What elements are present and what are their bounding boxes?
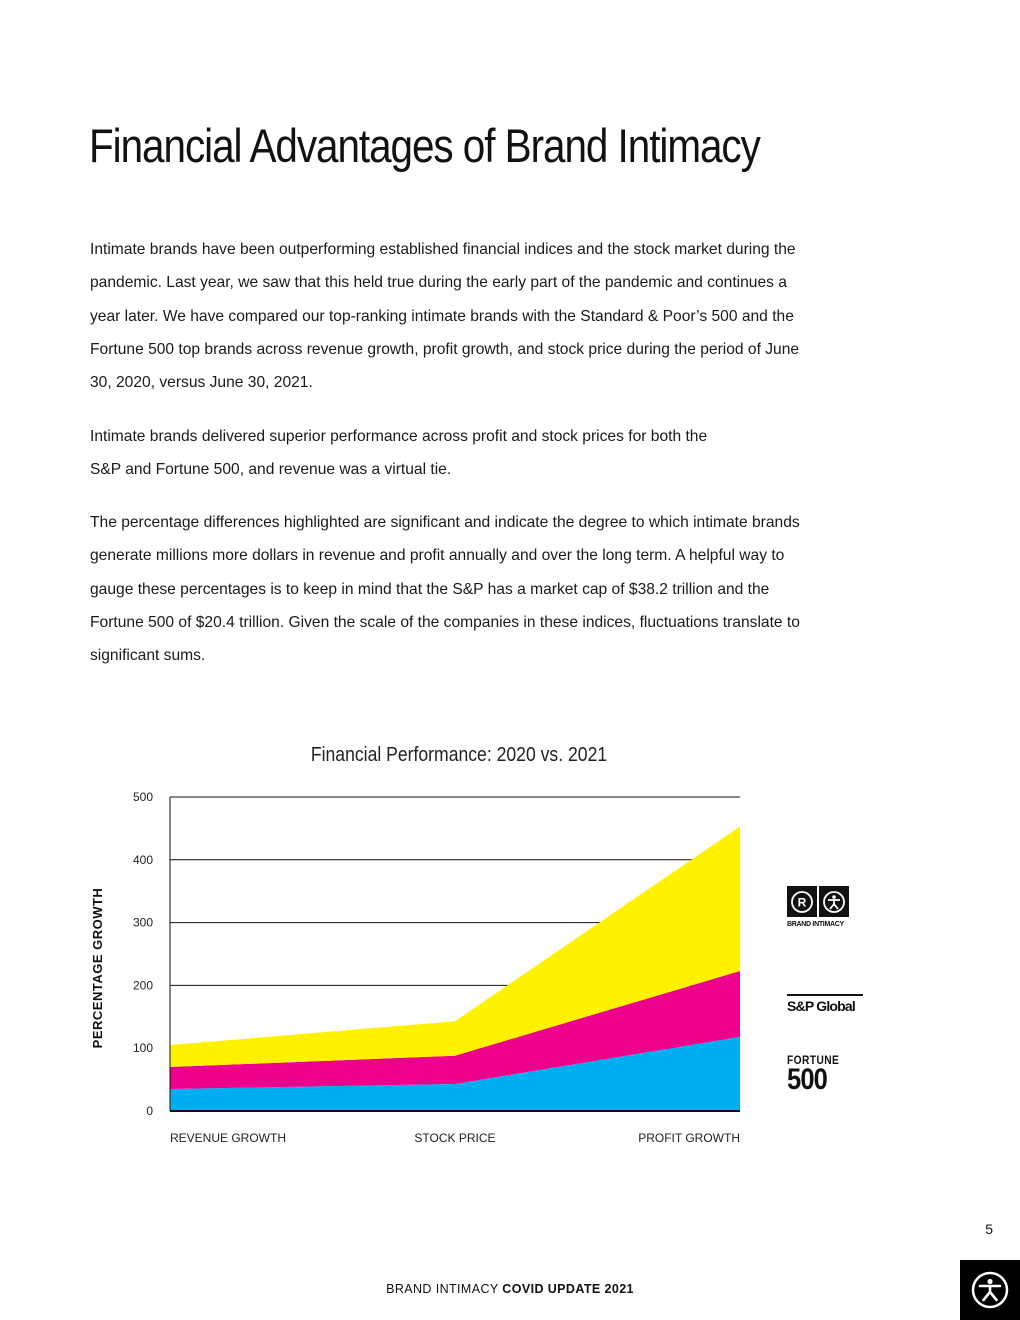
registered-mark-icon (787, 886, 817, 917)
x-category-label: STOCK PRICE (414, 1131, 496, 1145)
footer (0, 1282, 1020, 1296)
summary-paragraph: Intimate brands delivered superior performance across profit and stock prices for both the S&P and Fortune 500, and revenue was a virtual tie. (90, 428, 708, 479)
footer-edition: COVID UPDATE 2021 (502, 1282, 634, 1296)
svg-text:R: R (797, 895, 807, 909)
accessibility-button[interactable] (960, 1260, 1020, 1320)
fortune-number: 500 (787, 1063, 828, 1096)
chart-title: Financial Performance: 2020 vs. 2021 (310, 742, 608, 766)
context-paragraph: The percentage differences highlighted are significant and indicate the degree to which intimate brands generate millions more dollars in revenue and profit annually and over the long term. A helpful way to gauge these percentages is to keep in mind that the S&P has a market cap of $38.2 trillion and the Fortune 500 of $20.4 trillion. Given the scale of the companies in these indices, fluctuations translate to significant sums. (90, 514, 800, 665)
y-tick-label: 400 (132, 852, 153, 867)
page-title: Financial Advantages of Brand Intimacy (89, 119, 760, 172)
y-tick-label: 100 (132, 1041, 153, 1056)
chart-svg (80, 735, 880, 1165)
y-tick-label: 300 (132, 915, 153, 930)
y-tick-label: 500 (132, 790, 153, 804)
page-number: 5 (985, 1221, 993, 1237)
sp-global-text: S&P Global (787, 998, 855, 1014)
y-tick-label: 200 (132, 978, 153, 993)
y-tick-label: 0 (146, 1104, 153, 1118)
sp-global-logo (787, 994, 863, 1014)
fortune-500-logo (787, 1054, 847, 1094)
x-category-label: REVENUE GROWTH (170, 1131, 287, 1145)
intro-paragraph: Intimate brands have been outperforming established financial indices and the stock market during the pandemic. Last year, we saw that this held true during the early part of the pandemic and continues a year later. We have compared our top-ranking intimate brands with the Standard & Poor’s 500 and the Fortune 500 top brands across revenue growth, profit growth, and stock price during the period of June 30, 2020, versus June 30, 2021. (90, 241, 800, 392)
person-icon (819, 886, 849, 917)
brand-intimacy-logo (787, 886, 857, 928)
footer-brand: BRAND INTIMACY (386, 1282, 499, 1296)
accessibility-person-icon (969, 1269, 1011, 1311)
financial-performance-chart (80, 735, 880, 1165)
x-category-label: PROFIT GROWTH (638, 1131, 740, 1145)
y-axis-label: PERCENTAGE GROWTH (90, 887, 105, 1049)
brand-intimacy-caption: BRAND INTIMACY (787, 921, 844, 928)
fortune-word: FORTUNE (787, 1053, 840, 1067)
